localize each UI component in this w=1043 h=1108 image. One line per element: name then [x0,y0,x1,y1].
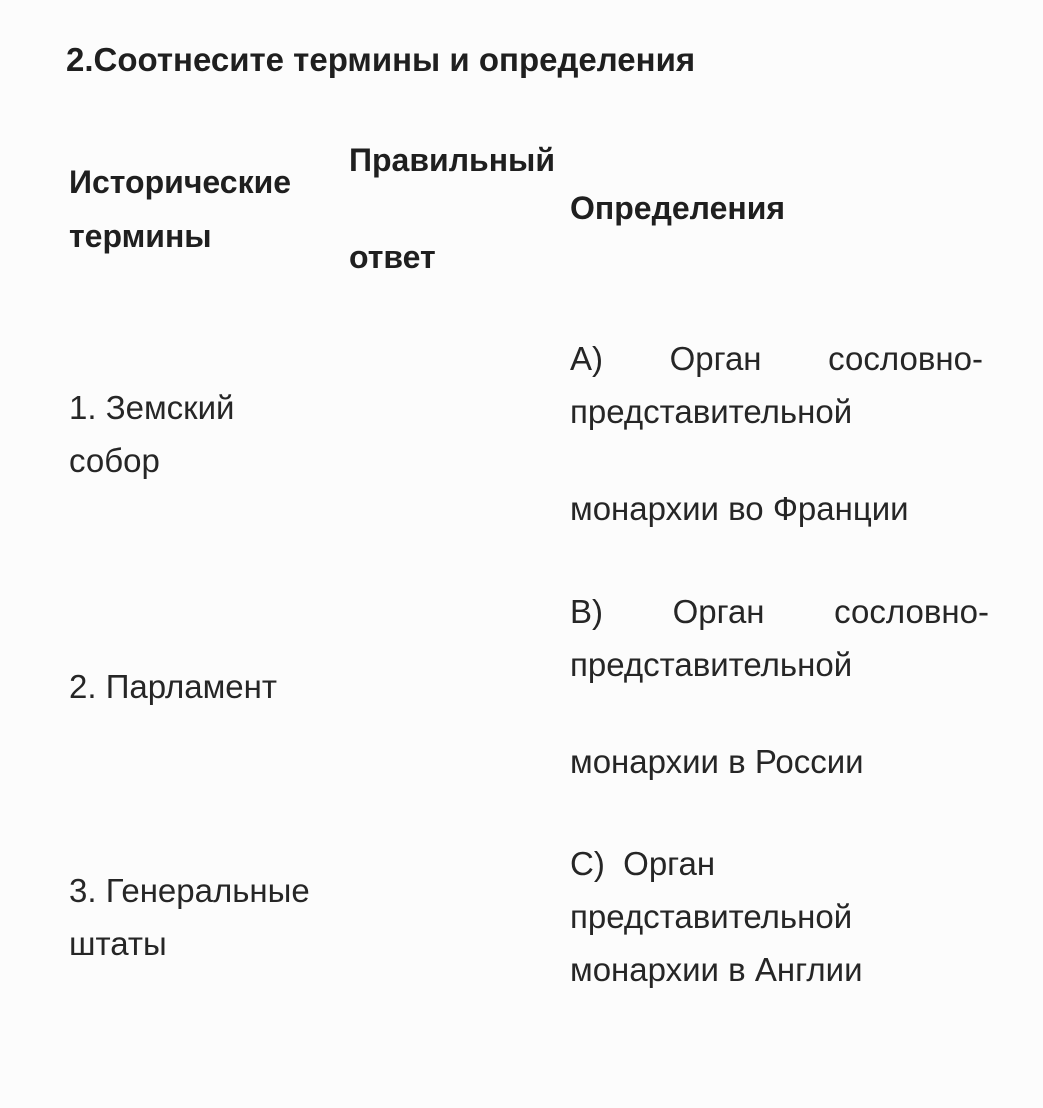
definition-a-word-organ: Орган [669,340,762,377]
term-1-line-1: 1. Земский [69,389,235,426]
header-answer-line-1: Правильный [349,142,556,178]
header-answer-line-2: ответ [349,239,436,275]
definition-b-line-2: представительной [570,646,853,683]
definition-b-letter: В) [570,593,603,630]
definition-c-line-1: С) Орган [570,845,716,882]
page-title: 2.Соотнесите термины и определения [66,41,696,78]
header-terms-line-1: Исторические [69,164,292,200]
term-1-line-2: собор [69,442,160,479]
definition-c-line-2: представительной [570,898,853,935]
definition-a-letter: А) [570,340,603,377]
definition-a-word-soslovno: сословно- [828,340,983,377]
definition-b-word-soslovno: сословно- [834,593,989,630]
term-3-line-2: штаты [69,925,167,962]
definition-a-line-2: представительной [570,393,853,430]
header-terms-line-2: термины [69,218,212,254]
definition-b-word-organ: Орган [672,593,765,630]
header-definitions: Определения [570,190,786,226]
term-2-line-1: 2. Парламент [69,668,277,705]
definition-b-line-3: монархии в России [570,743,864,780]
definition-c-line-3: монархии в Англии [570,951,863,988]
term-3-line-1: 3. Генеральные [69,872,310,909]
definition-a-line-3: монархии во Франции [570,490,909,527]
definition-a-first-line [570,339,983,379]
definition-b-first-line [570,592,989,632]
